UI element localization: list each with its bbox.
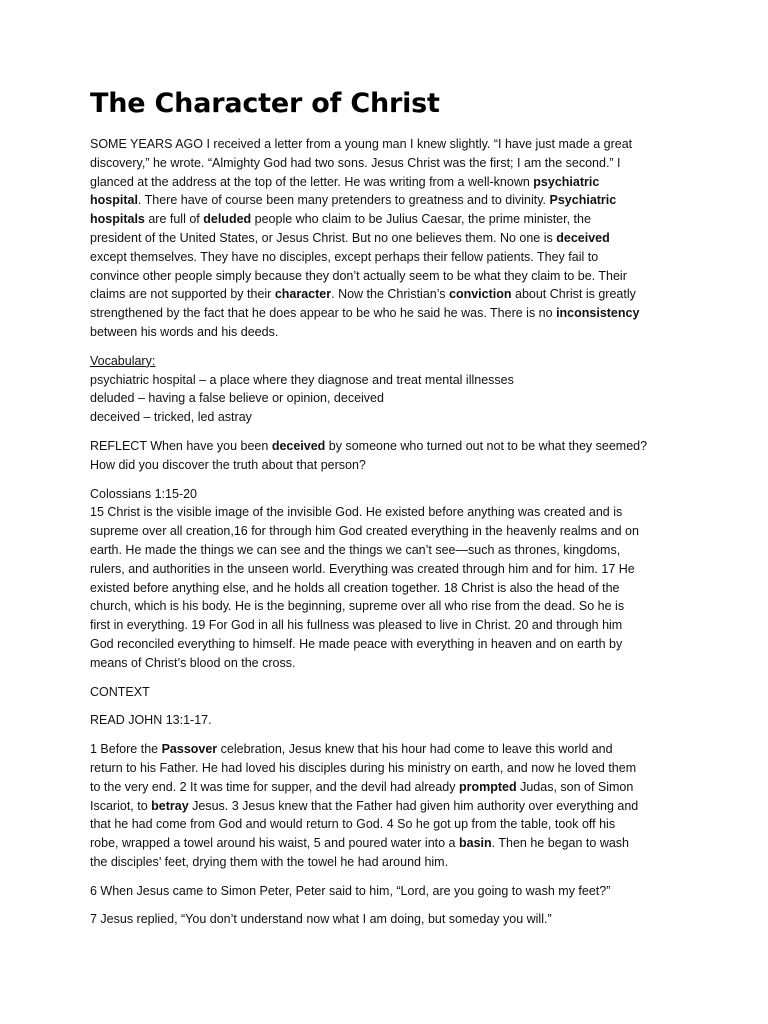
- text-run: . There have of course been many pretenders to greatness and to divinity.: [137, 193, 550, 208]
- bold-term: deceived: [556, 230, 610, 245]
- text-line: [90, 323, 690, 342]
- text-run: celebration, Jesus knew that his hour had come to leave this world and: [217, 742, 613, 757]
- text-line: [90, 541, 690, 560]
- text-run: to the very end. 2 It was time for supper, and the devil had already: [90, 779, 459, 794]
- text-line: [90, 711, 690, 730]
- bold-term: prompted: [458, 779, 517, 794]
- document-body: [90, 135, 690, 939]
- text-line: [90, 210, 690, 229]
- text-run: first in everything. 19 For God in all his fullness was pleased to live in Christ. 20 and through him: [90, 618, 623, 633]
- text-line: [90, 485, 690, 504]
- text-line: [90, 778, 690, 797]
- text-run: Iscariot, to: [90, 798, 152, 813]
- text-run: about Christ is greatly: [511, 287, 636, 302]
- text-run: existed before anything else, and he holds all creation together. 18 Christ is also the head of the: [90, 580, 620, 595]
- text-run: . Now the Christian’s: [331, 287, 449, 302]
- bold-term: betray: [151, 798, 189, 813]
- text-run: psychiatric hospital – a place where they diagnose and treat mental illnesses: [90, 372, 514, 387]
- text-run: 1 Before the: [90, 742, 162, 757]
- text-run: strengthened by the fact that he does appear to be who he said he was. There is no: [90, 306, 557, 321]
- paragraph: [90, 683, 690, 702]
- bold-term: deceived: [271, 438, 326, 453]
- text-line: [90, 456, 690, 475]
- bold-term: inconsistency: [556, 306, 640, 321]
- text-run: people who claim to be Julius Caesar, the prime minister, the: [251, 212, 591, 227]
- text-run: by someone who turned out not to be what they seemed?: [325, 438, 648, 453]
- text-line: [90, 371, 690, 390]
- text-line: [90, 635, 690, 654]
- bold-term: hospital: [90, 193, 138, 208]
- bold-term: character: [274, 287, 332, 302]
- text-line: [90, 229, 690, 248]
- text-line: [90, 882, 690, 901]
- text-line: [90, 267, 690, 286]
- text-line: [90, 683, 690, 702]
- text-line: [90, 389, 690, 408]
- text-line: [90, 248, 690, 267]
- text-run: READ JOHN 13:1-17.: [90, 713, 212, 728]
- text-line: [90, 352, 690, 371]
- text-run: 15 Christ is the visible image of the invisible God. He existed before anything was created and is: [90, 505, 623, 520]
- paragraph: [90, 352, 690, 427]
- text-run: claims are not supported by their: [90, 287, 275, 302]
- text-line: [90, 797, 690, 816]
- text-line: [90, 191, 690, 210]
- text-run: that he had come from God and would return to God. 4 So he got up from the table, took off his: [90, 817, 616, 832]
- bold-term: deluded: [203, 212, 252, 227]
- text-line: [90, 304, 690, 323]
- text-run: 7 Jesus replied, “You don’t understand now what I am doing, but someday you will.”: [90, 912, 552, 927]
- text-run: deluded – having a false believe or opinion, deceived: [90, 391, 384, 406]
- text-run: rulers, and authorities in the unseen world. Everything was created through him and for him. 17 He: [90, 561, 635, 576]
- text-run: Judas, son of Simon: [516, 779, 634, 794]
- text-run: robe, wrapped a towel around his waist, 5 and poured water into a: [90, 836, 459, 851]
- paragraph: [90, 910, 690, 929]
- text-line: [90, 815, 690, 834]
- text-line: [90, 597, 690, 616]
- text-line: [90, 437, 690, 456]
- bold-term: conviction: [449, 287, 512, 302]
- bold-term: Psychiatric: [549, 193, 617, 208]
- bold-term: psychiatric: [533, 174, 600, 189]
- text-run: How did you discover the truth about that person?: [90, 457, 366, 472]
- text-run: God reconciled everything to himself. He made peace with everything in heaven and on earth by: [90, 636, 623, 651]
- paragraph: [90, 135, 690, 342]
- text-run: between his words and his deeds.: [90, 324, 279, 339]
- text-run: deceived – tricked, led astray: [90, 410, 252, 425]
- text-run: supreme over all creation,16 for through him God created everything in the heavenly realms and on: [90, 524, 639, 539]
- bold-term: basin: [458, 836, 492, 851]
- text-run: church, which is his body. He is the beginning, supreme over all who rise from the dead. So he is: [90, 599, 625, 614]
- text-run: REFLECT When have you been: [90, 438, 272, 453]
- text-run: return to his Father. He had loved his disciples during his ministry on earth, and now he loved them: [90, 760, 637, 775]
- text-run: 6 When Jesus came to Simon Peter, Peter said to him, “Lord, are you going to wash my feet?”: [90, 883, 611, 898]
- text-run: except themselves. They have no disciples, except perhaps their fellow patients. They fail to: [90, 249, 599, 264]
- text-run: president of the United States, or Jesus Christ. But no one believes them. No one is: [90, 230, 557, 245]
- text-run: CONTEXT: [90, 684, 150, 699]
- paragraph: [90, 882, 690, 901]
- text-run: earth. He made the things we can see and the things we can’t see—such as thrones, kingdoms,: [90, 542, 621, 557]
- text-line: [90, 503, 690, 522]
- bold-term: hospitals: [90, 212, 145, 227]
- text-run: . Then he began to wash: [491, 836, 630, 851]
- paragraph: [90, 485, 690, 673]
- text-run: convince other people simply because they don’t actually seem to be what they claim to be. Their: [90, 268, 627, 283]
- text-line: [90, 740, 690, 759]
- text-line: [90, 173, 690, 192]
- text-line: [90, 522, 690, 541]
- text-line: [90, 759, 690, 778]
- bold-term: Passover: [161, 742, 218, 757]
- page-title: The Character of Christ: [90, 88, 440, 119]
- text-run: are full of: [144, 212, 204, 227]
- text-line: [90, 135, 690, 154]
- paragraph: [90, 437, 690, 475]
- text-line: [90, 834, 690, 853]
- text-run: discovery,” he wrote. “Almighty God had two sons. Jesus Christ was the first; I am the second.” I: [90, 155, 621, 170]
- text-run: glanced at the address at the top of the letter. He was writing from a well-known: [90, 174, 534, 189]
- text-run: the disciples’ feet, drying them with the towel he had around him.: [90, 854, 449, 869]
- text-line: [90, 285, 690, 304]
- text-line: [90, 654, 690, 673]
- text-line: [90, 616, 690, 635]
- text-line: [90, 853, 690, 872]
- section-heading: Vocabulary:: [90, 353, 156, 368]
- paragraph: [90, 740, 690, 872]
- text-line: [90, 579, 690, 598]
- text-line: [90, 154, 690, 173]
- text-line: [90, 408, 690, 427]
- text-run: Jesus. 3 Jesus knew that the Father had given him authority over everything and: [188, 798, 639, 813]
- text-run: SOME YEARS AGO I received a letter from a young man I knew slightly. “I have just made a great: [90, 137, 633, 151]
- text-line: [90, 560, 690, 579]
- text-run: means of Christ’s blood on the cross.: [90, 655, 296, 670]
- text-line: [90, 910, 690, 929]
- text-run: Colossians 1:15-20: [90, 486, 198, 501]
- paragraph: [90, 711, 690, 730]
